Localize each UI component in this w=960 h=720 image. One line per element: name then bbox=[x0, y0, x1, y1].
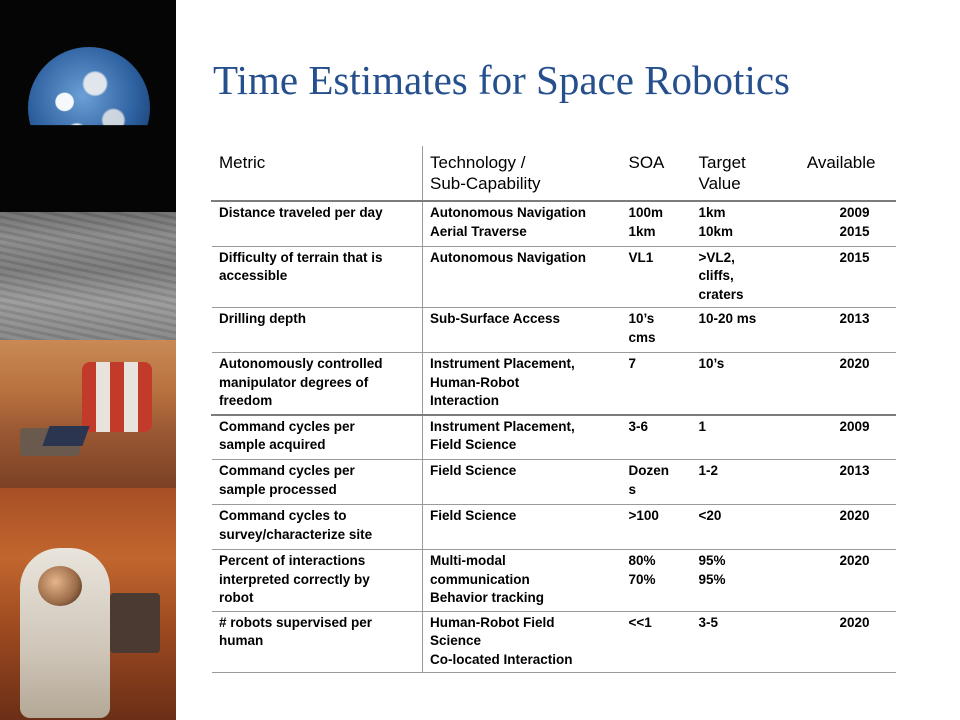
cell-target bbox=[692, 353, 799, 415]
cell-technology-line: Autonomous Navigation bbox=[430, 249, 586, 265]
header-technology-line: Technology / bbox=[430, 153, 526, 172]
cell-available-line: 2015 bbox=[839, 249, 870, 265]
cell-available-line: 2013 bbox=[839, 463, 870, 478]
cell-target-line: 10-20 ms bbox=[698, 311, 757, 326]
cell-soa bbox=[622, 611, 692, 673]
cell-soa-line: 80% bbox=[628, 553, 656, 568]
cell-soa-line: 1km bbox=[628, 223, 656, 239]
cell-metric-line: # robots supervised per bbox=[219, 614, 373, 630]
cell-soa bbox=[622, 246, 692, 308]
cell-soa bbox=[622, 460, 692, 505]
cell-available bbox=[799, 550, 896, 612]
cell-available bbox=[799, 460, 896, 505]
cell-technology bbox=[423, 505, 622, 550]
cell-technology-line: Science bbox=[430, 633, 482, 648]
header-target bbox=[692, 146, 799, 201]
cell-metric-line: Autonomously controlled bbox=[219, 356, 383, 371]
cell-technology-line: Field Science bbox=[430, 508, 517, 523]
cell-metric bbox=[212, 415, 423, 460]
cell-soa-line: cms bbox=[628, 329, 656, 345]
cell-metric bbox=[212, 201, 423, 246]
cell-target-line: >VL2, bbox=[698, 249, 735, 265]
cell-technology bbox=[423, 246, 622, 308]
cell-available bbox=[799, 611, 896, 673]
cell-metric bbox=[212, 308, 423, 353]
cell-technology bbox=[423, 550, 622, 612]
header-target-line: Target bbox=[698, 153, 746, 172]
helmet-visor-graphic bbox=[38, 566, 82, 606]
cell-target bbox=[692, 201, 799, 246]
cell-target bbox=[692, 505, 799, 550]
habitat-module-graphic bbox=[82, 362, 152, 432]
cell-target bbox=[692, 415, 799, 460]
cell-target bbox=[692, 308, 799, 353]
cell-metric-line: Difficulty of terrain that is bbox=[219, 249, 383, 265]
cell-target-line: 95% bbox=[698, 553, 726, 568]
cell-soa bbox=[622, 201, 692, 246]
cell-soa-line: VL1 bbox=[628, 249, 654, 265]
cell-soa-line: s bbox=[628, 481, 637, 497]
cell-technology-line: Multi-modal bbox=[430, 553, 506, 568]
cell-metric bbox=[212, 505, 423, 550]
cell-technology bbox=[423, 415, 622, 460]
cell-available bbox=[799, 415, 896, 460]
cell-technology-line: Autonomous Navigation bbox=[430, 205, 586, 220]
cell-metric-line: Percent of interactions bbox=[219, 553, 366, 568]
cell-technology-line: communication bbox=[430, 571, 530, 587]
cell-metric-line: freedom bbox=[219, 393, 273, 408]
table-row bbox=[212, 308, 896, 353]
cell-available-line: 2009 bbox=[839, 205, 870, 220]
cell-soa bbox=[622, 415, 692, 460]
cell-target-line: 95% bbox=[698, 571, 726, 587]
decorative-image-strip bbox=[0, 0, 176, 720]
slide-title: Time Estimates for Space Robotics bbox=[213, 57, 790, 103]
robot-graphic bbox=[110, 593, 160, 653]
cell-target-line: 10’s bbox=[698, 356, 725, 371]
cell-target-line: 1 bbox=[698, 418, 707, 434]
cell-target-line: cliffs, bbox=[698, 268, 734, 283]
cell-metric bbox=[212, 353, 423, 415]
mars-habitat-image bbox=[0, 340, 176, 488]
cell-technology-line: Co-located Interaction bbox=[430, 651, 573, 667]
header-target-line: Value bbox=[698, 174, 741, 193]
cell-technology-line: Behavior tracking bbox=[430, 590, 545, 605]
cell-metric bbox=[212, 550, 423, 612]
cell-metric-line: accessible bbox=[219, 268, 288, 283]
cell-soa-line: 3-6 bbox=[628, 418, 649, 434]
cell-technology bbox=[423, 353, 622, 415]
cell-soa-line: <<1 bbox=[628, 614, 652, 630]
cell-target-line: 1-2 bbox=[698, 463, 719, 478]
cell-technology-line: Human-Robot bbox=[430, 374, 520, 390]
cell-soa bbox=[622, 353, 692, 415]
cell-available-line: 2009 bbox=[839, 418, 870, 434]
cell-available bbox=[799, 505, 896, 550]
cell-soa-line: 10’s bbox=[628, 311, 655, 326]
cell-technology-line: Sub-Surface Access bbox=[430, 311, 561, 326]
cell-target-line: 3-5 bbox=[698, 614, 719, 630]
cell-technology-line: Instrument Placement, bbox=[430, 356, 575, 371]
table-row bbox=[212, 246, 896, 308]
cell-metric-line: Drilling depth bbox=[219, 311, 306, 326]
cell-metric-line: survey/characterize site bbox=[219, 526, 373, 542]
cell-metric-line: sample acquired bbox=[219, 437, 326, 452]
cell-target-line: <20 bbox=[698, 508, 722, 523]
cell-target-line: 1km bbox=[698, 205, 726, 220]
cell-technology-line: Aerial Traverse bbox=[430, 223, 527, 239]
cell-available bbox=[799, 201, 896, 246]
cell-metric-line: Distance traveled per day bbox=[219, 205, 383, 220]
table-row bbox=[212, 550, 896, 612]
cell-soa bbox=[622, 550, 692, 612]
cell-target-line: 10km bbox=[698, 223, 734, 239]
header-metric: Metric bbox=[219, 153, 266, 172]
header-available: Available bbox=[806, 153, 876, 172]
cell-target bbox=[692, 550, 799, 612]
cell-available-line: 2015 bbox=[839, 223, 870, 239]
cell-available-line: 2020 bbox=[839, 614, 870, 630]
earthrise-image bbox=[0, 0, 176, 225]
cell-technology bbox=[423, 460, 622, 505]
cell-target bbox=[692, 460, 799, 505]
mars-astronaut-image bbox=[0, 488, 176, 720]
cell-available bbox=[799, 353, 896, 415]
cell-target bbox=[692, 611, 799, 673]
cell-available-line: 2013 bbox=[839, 311, 870, 326]
cell-metric bbox=[212, 460, 423, 505]
cell-technology-line: Instrument Placement, bbox=[430, 418, 575, 434]
cell-metric-line: robot bbox=[219, 590, 254, 605]
cell-soa-line: Dozen bbox=[628, 463, 669, 478]
cell-soa-line: 100m bbox=[628, 205, 664, 220]
cell-available bbox=[799, 308, 896, 353]
cell-technology bbox=[423, 308, 622, 353]
header-soa: SOA bbox=[628, 153, 665, 172]
cell-metric-line: manipulator degrees of bbox=[219, 374, 369, 390]
table-row bbox=[212, 460, 896, 505]
cell-metric-line: Command cycles per bbox=[219, 463, 355, 478]
cell-soa-line: 70% bbox=[628, 571, 656, 587]
solar-panel-graphic bbox=[42, 426, 89, 446]
header-technology-line: Sub-Capability bbox=[430, 174, 541, 193]
lunar-surface-image bbox=[0, 212, 176, 340]
table-row bbox=[212, 415, 896, 460]
cell-metric-line: Command cycles per bbox=[219, 418, 355, 434]
table-header-row bbox=[212, 146, 896, 201]
cell-target bbox=[692, 246, 799, 308]
cell-metric-line: sample processed bbox=[219, 481, 337, 497]
cell-available bbox=[799, 246, 896, 308]
table-row bbox=[212, 505, 896, 550]
time-estimates-table bbox=[211, 146, 896, 673]
table-row bbox=[212, 611, 896, 673]
cell-metric-line: human bbox=[219, 633, 264, 648]
cell-soa bbox=[622, 308, 692, 353]
cell-technology-line: Field Science bbox=[430, 437, 517, 452]
cell-available-line: 2020 bbox=[839, 356, 870, 371]
cell-technology-line: Interaction bbox=[430, 393, 500, 408]
cell-technology bbox=[423, 201, 622, 246]
cell-metric-line: interpreted correctly by bbox=[219, 571, 370, 587]
cell-metric bbox=[212, 246, 423, 308]
table-body bbox=[212, 201, 896, 673]
table-row bbox=[212, 201, 896, 246]
table-row bbox=[212, 353, 896, 415]
cell-technology bbox=[423, 611, 622, 673]
cell-technology-line: Field Science bbox=[430, 463, 517, 478]
cell-available-line: 2020 bbox=[839, 508, 870, 523]
earth-graphic bbox=[28, 47, 150, 169]
cell-soa-line: 7 bbox=[628, 356, 637, 371]
cell-target-line: craters bbox=[698, 286, 744, 302]
cell-metric-line: Command cycles to bbox=[219, 508, 347, 523]
cell-metric bbox=[212, 611, 423, 673]
cell-available-line: 2020 bbox=[839, 553, 870, 568]
header-technology bbox=[423, 146, 622, 201]
cell-technology-line: Human-Robot Field bbox=[430, 614, 555, 630]
cell-soa bbox=[622, 505, 692, 550]
cell-soa-line: >100 bbox=[628, 508, 659, 523]
